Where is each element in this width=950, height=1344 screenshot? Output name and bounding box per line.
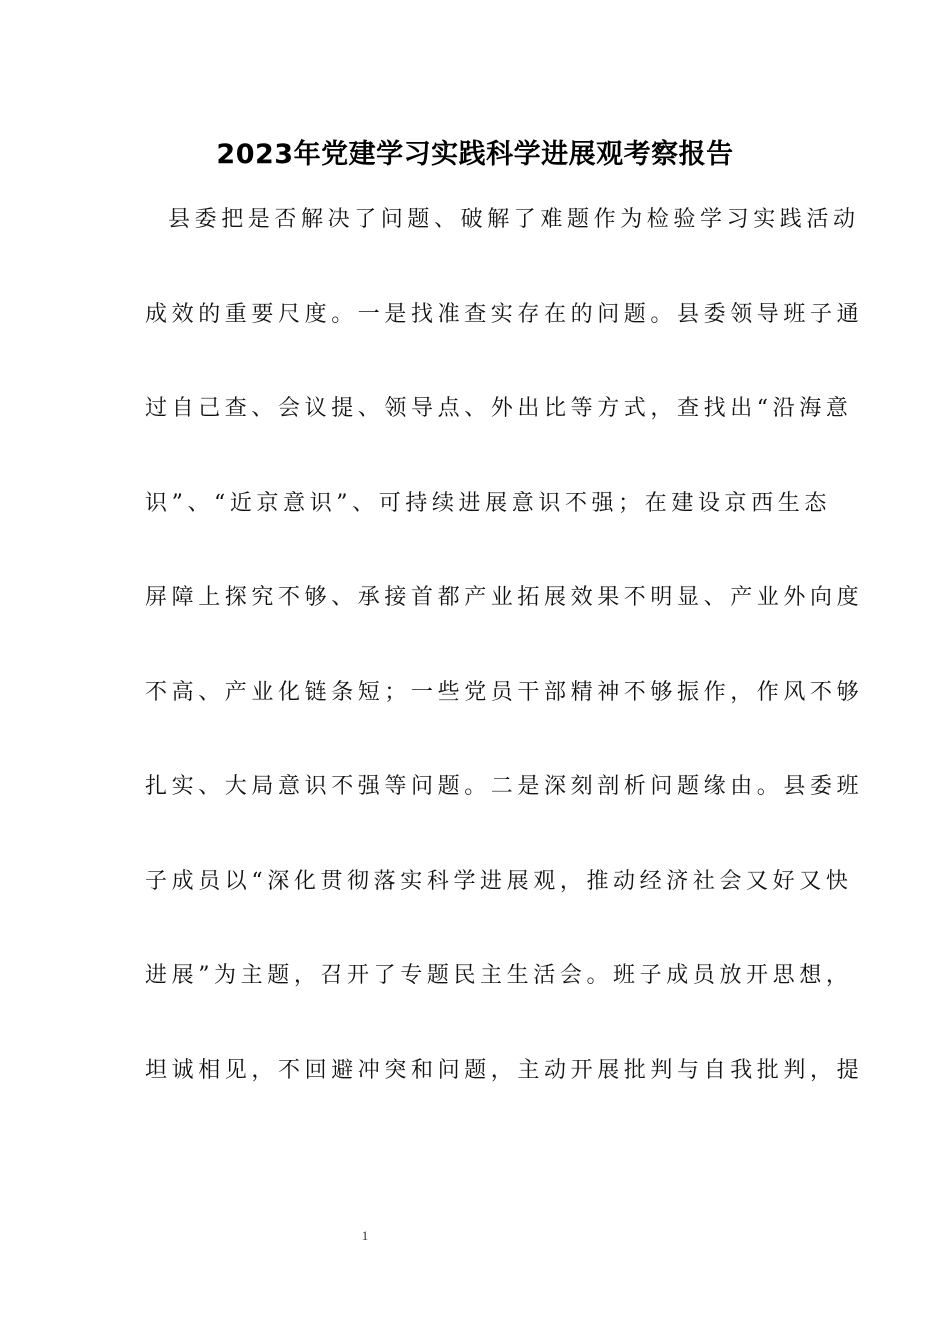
paragraph-line: 县委把是否解决了问题、破解了难题作为检验学习实践活动	[168, 207, 860, 232]
paragraph-line: 过自己查、会议提、领导点、外出比等方式，查找出“沿海意	[145, 396, 853, 421]
paragraph-line: 屏障上探究不够、承接首都产业拓展效果不明显、产业外向度	[145, 585, 864, 610]
paragraph-line: 扎实、大局意识不强等问题。二是深刻剖析问题缘由。县委班	[145, 774, 864, 799]
paragraph-line: 坦诚相见，不回避冲突和问题，主动开展批判与自我批判，提	[145, 1057, 864, 1083]
paragraph-line: 进展”为主题，召开了专题民主生活会。班子成员放开思想，	[145, 963, 853, 988]
document-title: 2023年党建学习实践科学进展观考察报告	[216, 139, 734, 170]
body-paragraph	[145, 178, 864, 1123]
page-number: 1	[361, 1228, 369, 1243]
paragraph-line: 识”、“近京意识”、可持续进展意识不强；在建设京西生态	[145, 490, 831, 516]
paragraph-line: 不高、产业化链条短；一些党员干部精神不够振作，作风不够	[145, 679, 864, 705]
paragraph-line: 子成员以“深化贯彻落实科学进展观，推动经济社会又好又快	[145, 868, 853, 894]
paragraph-line: 成效的重要尺度。一是找准查实存在的问题。县委领导班子通	[145, 301, 864, 327]
